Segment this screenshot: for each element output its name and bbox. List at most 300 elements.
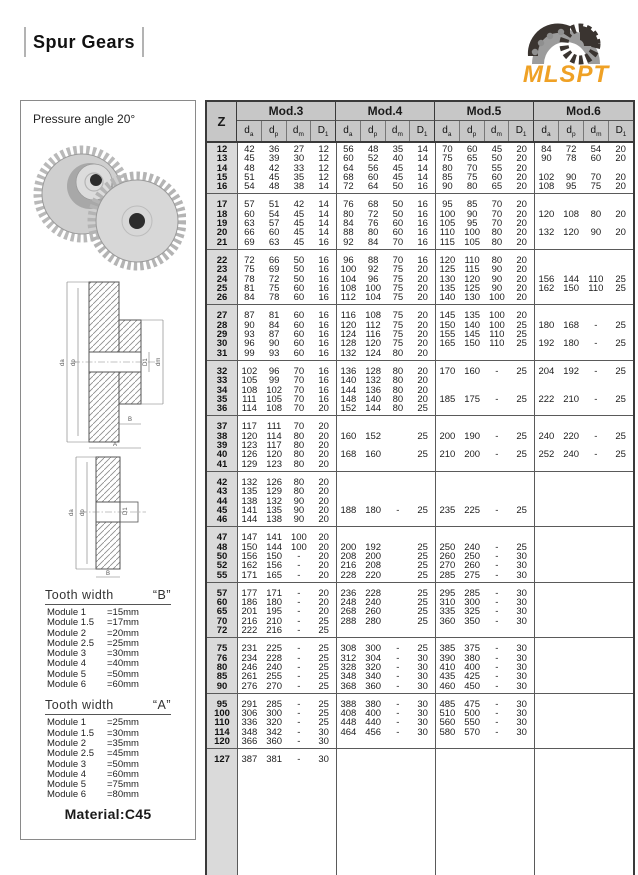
value-cell: 110 — [439, 227, 455, 239]
z-value-cell: 20 — [216, 227, 228, 239]
value-cell: 120 — [464, 273, 481, 285]
value-cell — [559, 598, 584, 607]
value-cell: 50 — [293, 254, 305, 266]
value-cell: 80 — [392, 393, 404, 405]
module-header: Mod.6 — [534, 102, 633, 121]
value-cell — [386, 571, 411, 580]
value-cell: 300 — [266, 708, 283, 720]
value-cell: 285 — [439, 569, 456, 581]
value-cell: - — [297, 615, 301, 627]
value-cell: 16 — [318, 292, 329, 304]
value-cell: 80 — [491, 236, 503, 248]
value-cell — [584, 533, 609, 542]
z-value-cell: 60 — [216, 597, 228, 609]
value-cell: 90 — [293, 514, 305, 526]
value-cell: 105 — [464, 236, 481, 248]
module-section — [534, 376, 633, 385]
value-cell: - — [396, 698, 400, 710]
value-cell: 448 — [340, 717, 357, 729]
value-cell — [386, 487, 411, 496]
value-cell: 14 — [318, 181, 329, 193]
value-cell: 135 — [266, 504, 283, 516]
value-cell: 76 — [367, 218, 379, 230]
module-section — [237, 293, 336, 302]
module-section — [534, 709, 633, 718]
value-cell: 84 — [367, 236, 379, 248]
spur-gears-photo — [30, 128, 186, 274]
value-cell: 30 — [516, 606, 527, 618]
tooth-width-a-letter: “A” — [152, 698, 171, 713]
value-cell: 141 — [241, 504, 258, 516]
value-cell: 250 — [464, 550, 481, 562]
value-cell: 39 — [268, 153, 280, 165]
value-cell — [534, 552, 559, 561]
value-cell: 425 — [464, 671, 481, 683]
value-cell: 90 — [293, 495, 305, 507]
value-cell: 152 — [365, 430, 382, 442]
value-cell — [509, 755, 534, 764]
value-cell — [608, 515, 633, 524]
value-cell: 108 — [340, 282, 357, 294]
value-cell — [509, 737, 534, 746]
value-cell — [559, 617, 584, 626]
value-cell: 70 — [392, 254, 404, 266]
module-section — [534, 728, 633, 737]
module-section — [336, 737, 435, 746]
value-cell — [534, 589, 559, 598]
module-section — [336, 182, 435, 191]
module-section — [534, 349, 633, 358]
value-cell: 225 — [464, 504, 481, 516]
z-value-cell: 127 — [214, 754, 230, 766]
module-section — [534, 154, 633, 163]
value-cell — [336, 478, 361, 487]
value-cell: 408 — [340, 708, 357, 720]
value-cell: 25 — [417, 430, 428, 442]
value-cell: 350 — [464, 615, 481, 627]
value-cell — [534, 682, 559, 691]
value-cell: 20 — [318, 476, 329, 488]
module-section — [534, 228, 633, 237]
value-cell: 141 — [266, 532, 283, 544]
value-cell: - — [297, 597, 301, 609]
value-cell: 285 — [266, 698, 283, 710]
value-cell: 20 — [318, 514, 329, 526]
value-cell: - — [297, 587, 301, 599]
value-cell: 75 — [268, 282, 280, 294]
value-cell: 35 — [392, 144, 404, 155]
value-cell — [559, 626, 584, 635]
value-cell — [584, 460, 609, 469]
value-cell: 25 — [318, 615, 329, 627]
value-cell: 42 — [268, 162, 280, 174]
value-cell: 144 — [266, 541, 283, 553]
value-cell: 192 — [538, 338, 555, 350]
value-cell: 63 — [244, 218, 255, 230]
value-cell: 128 — [365, 365, 382, 377]
value-cell: 50 — [392, 208, 404, 220]
value-cell: - — [396, 708, 400, 720]
z-value-cell: 41 — [216, 458, 228, 470]
module-section — [336, 478, 435, 487]
value-cell — [559, 737, 584, 746]
value-cell: 108 — [563, 208, 580, 220]
value-cell: 132 — [538, 227, 555, 239]
z-value-cell: 76 — [216, 652, 228, 664]
value-cell — [608, 293, 633, 302]
module-section — [534, 571, 633, 580]
value-cell: 51 — [268, 199, 280, 211]
value-cell: 110 — [489, 338, 505, 350]
value-cell: 208 — [340, 550, 357, 562]
width-value: =40mm — [107, 658, 139, 670]
value-cell — [559, 515, 584, 524]
value-cell: 88 — [343, 227, 354, 239]
value-cell: 30 — [516, 643, 527, 655]
module-section — [534, 644, 633, 653]
value-cell: 70 — [442, 144, 453, 155]
value-cell: 25 — [615, 319, 626, 331]
table-group — [207, 531, 633, 582]
value-cell: 208 — [365, 560, 382, 572]
value-cell: 138 — [266, 514, 283, 526]
gear-section-drawing-a — [27, 274, 189, 452]
value-cell: 45 — [491, 144, 503, 155]
value-cell — [584, 626, 609, 635]
z-value-cell: 43 — [216, 486, 228, 498]
value-cell — [386, 598, 411, 607]
module-section — [336, 626, 435, 635]
value-cell: - — [495, 698, 499, 710]
value-cell: 400 — [464, 661, 481, 673]
value-cell: 336 — [241, 717, 258, 729]
value-cell: 234 — [241, 652, 258, 664]
module-section — [435, 349, 534, 358]
dim-label-a: A — [113, 442, 118, 448]
value-cell: 222 — [241, 625, 258, 637]
value-cell: 387 — [241, 754, 258, 766]
value-cell — [584, 571, 609, 580]
module-section — [534, 755, 633, 764]
value-cell — [534, 709, 559, 718]
z-value-cell: 25 — [216, 282, 228, 294]
value-cell: 100 — [365, 282, 382, 294]
value-cell: 325 — [464, 606, 481, 618]
z-value-cell: 37 — [216, 421, 228, 433]
value-cell: 87 — [244, 310, 255, 322]
value-cell — [386, 533, 411, 542]
value-cell — [509, 487, 534, 496]
module-section — [534, 543, 633, 552]
value-cell: 42 — [293, 199, 305, 211]
value-cell: 16 — [318, 319, 329, 331]
value-cell: 12 — [318, 162, 329, 174]
value-cell: 117 — [241, 421, 257, 433]
value-cell: 30 — [417, 680, 428, 692]
value-cell: 80 — [293, 449, 305, 461]
module-section — [435, 617, 534, 626]
value-cell: 80 — [590, 208, 602, 220]
value-cell: 51 — [244, 171, 255, 183]
title-right-bar — [142, 27, 144, 57]
value-cell: 114 — [241, 403, 257, 415]
value-cell: 25 — [516, 338, 527, 350]
module-section — [336, 755, 435, 764]
value-cell — [584, 478, 609, 487]
value-cell: 280 — [365, 615, 382, 627]
diameter-column-header: $d_p$ — [361, 121, 386, 141]
value-cell: 210 — [266, 615, 283, 627]
value-cell: 80 — [367, 227, 379, 239]
value-cell: 20 — [318, 449, 329, 461]
value-cell: 14 — [417, 162, 428, 174]
value-cell: 90 — [491, 282, 503, 294]
value-cell — [559, 238, 584, 247]
value-cell: 30 — [516, 560, 527, 572]
value-cell: 300 — [365, 643, 382, 655]
value-cell — [584, 515, 609, 524]
module-header-row — [237, 102, 633, 121]
value-cell: 25 — [516, 541, 527, 553]
value-cell: - — [396, 671, 400, 683]
value-cell — [485, 626, 510, 635]
value-cell: 360 — [266, 736, 283, 748]
value-cell: 81 — [244, 282, 255, 294]
module-section — [534, 718, 633, 727]
value-cell: 30 — [516, 671, 527, 683]
width-value: =30mm — [107, 648, 139, 660]
value-cell: 104 — [365, 292, 382, 304]
z-value-cell: 39 — [216, 440, 228, 452]
value-cell: 16 — [417, 236, 428, 248]
z-value-cell: 72 — [216, 625, 228, 637]
value-cell: 180 — [365, 504, 382, 516]
z-value-cell: 46 — [216, 514, 228, 526]
value-cell — [460, 737, 485, 746]
title-left-bar — [24, 27, 26, 57]
diameter-column-header: $d_m$ — [485, 121, 510, 141]
module-label: Module 2 — [47, 627, 87, 639]
z-value-cell: 110 — [214, 717, 230, 729]
table-row — [207, 515, 633, 524]
value-cell: 216 — [241, 615, 258, 627]
module-section — [534, 617, 633, 626]
value-cell: 90 — [244, 319, 255, 331]
value-cell — [608, 700, 633, 709]
value-cell: 48 — [268, 181, 280, 193]
diameter-column-header: $d_a$ — [237, 121, 262, 141]
value-cell: 50 — [392, 181, 404, 193]
value-cell: 20 — [516, 181, 527, 193]
value-cell: 80 — [491, 227, 503, 239]
value-cell: 148 — [340, 393, 357, 405]
diameter-column-header: $d_p$ — [559, 121, 584, 141]
value-cell: 160 — [365, 449, 382, 461]
value-cell — [336, 515, 361, 524]
value-cell: 140 — [464, 319, 481, 331]
value-cell — [584, 293, 609, 302]
value-cell: 38 — [293, 181, 305, 193]
value-cell: 72 — [565, 144, 577, 155]
value-cell: 30 — [516, 615, 527, 627]
value-cell: 200 — [439, 430, 456, 442]
value-cell: 60 — [491, 171, 503, 183]
value-cell: - — [297, 698, 301, 710]
value-cell — [410, 626, 435, 635]
value-cell — [559, 682, 584, 691]
value-cell: 45 — [392, 171, 404, 183]
module-label: Module 5 — [47, 779, 87, 791]
width-value: =20mm — [107, 627, 139, 639]
module-section — [534, 533, 633, 542]
value-cell: 93 — [268, 347, 280, 359]
value-cell: 45 — [293, 236, 305, 248]
value-cell: 20 — [516, 254, 527, 266]
module-section — [435, 293, 534, 302]
module-section — [336, 728, 435, 737]
value-cell: 150 — [266, 550, 283, 562]
value-cell: 20 — [615, 208, 626, 220]
value-cell: 14 — [417, 153, 428, 165]
value-cell — [534, 755, 559, 764]
value-cell — [386, 450, 411, 459]
value-cell — [485, 404, 510, 413]
value-cell: 54 — [590, 144, 602, 155]
value-cell: 116 — [340, 310, 356, 322]
value-cell — [559, 543, 584, 552]
value-cell: 136 — [365, 384, 382, 396]
value-cell: 16 — [318, 236, 329, 248]
value-cell: 116 — [365, 329, 381, 341]
value-cell: - — [396, 504, 400, 516]
value-cell: 100 — [290, 532, 307, 544]
value-cell: 132 — [365, 375, 382, 387]
value-cell — [336, 737, 361, 746]
z-value-cell: 90 — [216, 680, 228, 692]
value-cell — [386, 515, 411, 524]
value-cell: 52 — [367, 153, 379, 165]
value-cell: 105 — [241, 375, 258, 387]
module-label: Module 1 — [47, 607, 87, 618]
value-cell: 56 — [343, 144, 354, 155]
module-section — [534, 626, 633, 635]
value-cell: 30 — [516, 597, 527, 609]
value-cell: 90 — [293, 504, 305, 516]
value-cell: - — [495, 726, 499, 738]
value-cell: 108 — [241, 384, 258, 396]
value-cell: 20 — [417, 384, 428, 396]
value-cell: 30 — [417, 717, 428, 729]
value-cell: 100 — [488, 292, 505, 304]
value-cell — [386, 552, 411, 561]
value-cell: 156 — [241, 550, 258, 562]
z-value-cell: 65 — [216, 606, 228, 618]
value-cell: 35 — [293, 171, 305, 183]
diameter-column-header: $D_1$ — [515, 125, 527, 138]
diameter-column-header: $D_1$ — [615, 125, 627, 138]
value-cell: 90 — [541, 153, 552, 165]
value-cell: - — [495, 671, 499, 683]
value-cell: 20 — [516, 236, 527, 248]
value-cell: 306 — [241, 708, 258, 720]
value-cell: 335 — [439, 606, 456, 618]
value-cell: 70 — [293, 365, 305, 377]
value-cell: 145 — [464, 329, 481, 341]
value-cell: 16 — [318, 365, 329, 377]
value-cell: 75 — [392, 310, 404, 322]
value-cell: 360 — [365, 680, 382, 692]
value-cell: 115 — [464, 264, 480, 276]
value-cell: 20 — [318, 486, 329, 498]
value-cell: 14 — [417, 144, 428, 155]
value-cell: 105 — [266, 393, 283, 405]
value-cell: - — [495, 661, 499, 673]
value-cell: - — [297, 754, 301, 766]
gear-section-drawing-b — [32, 452, 184, 580]
value-cell — [410, 478, 435, 487]
value-cell: 20 — [516, 292, 527, 304]
brand-logo — [506, 22, 626, 89]
value-cell: 123 — [266, 458, 283, 470]
value-cell: 570 — [464, 726, 481, 738]
value-cell: 80 — [392, 347, 404, 359]
z-value-cell: 34 — [216, 384, 228, 396]
value-cell: 236 — [340, 587, 357, 599]
value-cell: 130 — [464, 292, 481, 304]
value-cell: - — [495, 643, 499, 655]
module-section — [336, 571, 435, 580]
value-cell: - — [297, 550, 301, 562]
module-label: Module 5 — [47, 668, 87, 680]
table-group — [207, 365, 633, 416]
value-cell — [584, 349, 609, 358]
value-cell: 25 — [318, 680, 329, 692]
value-cell: 135 — [241, 486, 258, 498]
value-cell: - — [297, 569, 301, 581]
value-cell: 25 — [417, 541, 428, 553]
value-cell: 112 — [365, 319, 381, 331]
value-cell: 124 — [340, 329, 357, 341]
value-cell: 410 — [439, 661, 456, 673]
value-cell — [336, 460, 361, 469]
value-cell: 96 — [367, 273, 379, 285]
value-cell: 80 — [293, 458, 305, 470]
value-cell: 80 — [392, 365, 404, 377]
value-cell: 260 — [365, 606, 382, 618]
value-cell: 100 — [464, 227, 481, 239]
value-cell — [386, 441, 411, 450]
value-cell: 65 — [491, 181, 503, 193]
value-cell: 165 — [266, 569, 283, 581]
value-cell: 129 — [241, 458, 258, 470]
z-value-cell: 48 — [216, 541, 228, 553]
value-cell: 45 — [268, 171, 280, 183]
value-cell: 400 — [365, 708, 382, 720]
table-row — [207, 626, 633, 635]
value-cell: - — [495, 597, 499, 609]
value-cell: 57 — [244, 199, 255, 211]
value-cell: 72 — [244, 254, 255, 266]
value-cell: 40 — [392, 153, 404, 165]
value-cell: 125 — [439, 264, 456, 276]
value-cell: 30 — [516, 661, 527, 673]
value-cell: - — [495, 606, 499, 618]
z-value-cell: 30 — [216, 338, 228, 350]
value-cell: 20 — [318, 440, 329, 452]
value-cell: 16 — [318, 384, 329, 396]
value-cell: 160 — [464, 365, 481, 377]
value-cell — [534, 644, 559, 653]
